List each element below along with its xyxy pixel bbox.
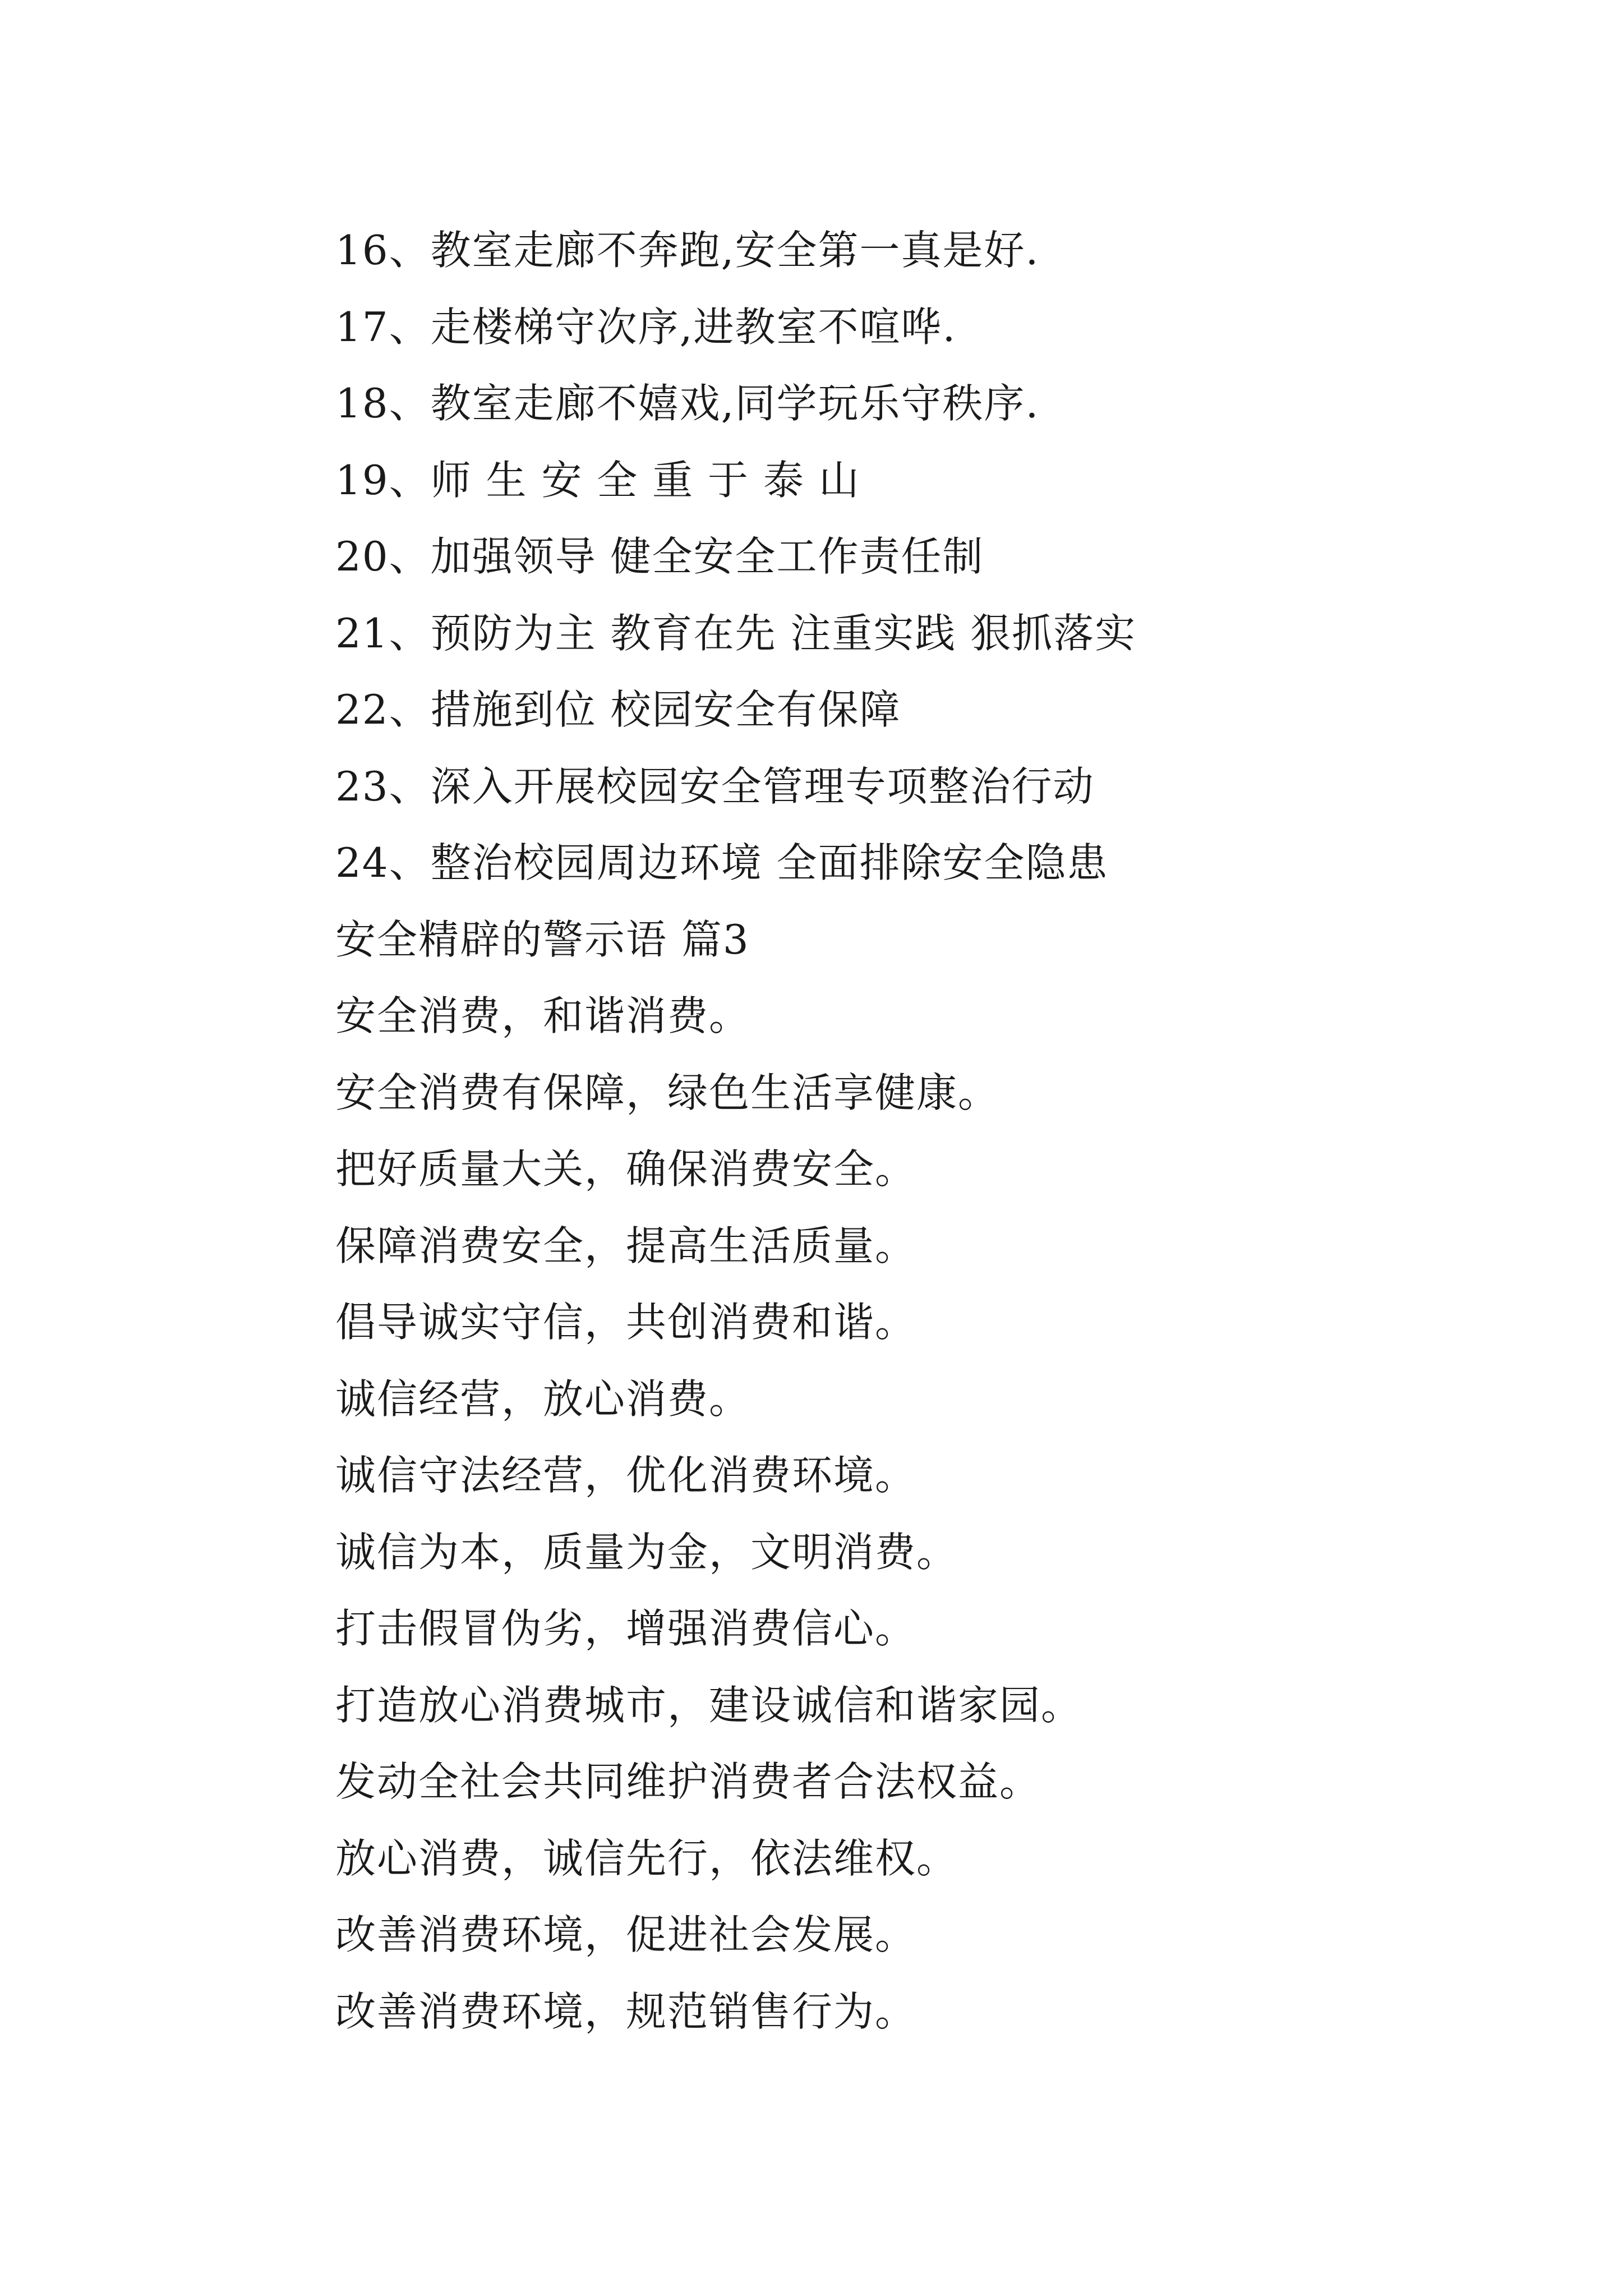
slogan-line: 倡导诚实守信，共创消费和谐。: [335, 1299, 917, 1346]
numbered-item-17: 17、走楼梯守次序,进教室不喧哗.: [335, 303, 957, 351]
numbered-item-18: 18、教室走廊不嬉戏,同学玩乐守秩序.: [335, 380, 1040, 427]
slogan-line: 打击假冒伪劣，增强消费信心。: [335, 1605, 917, 1652]
numbered-item-22: 22、措施到位 校园安全有保障: [335, 686, 901, 733]
slogan-line: 诚信经营，放心消费。: [335, 1375, 751, 1423]
slogan-line: 打造放心消费城市，建设诚信和谐家园。: [335, 1681, 1083, 1729]
slogan-line: 安全消费，和谐消费。: [335, 992, 751, 1039]
numbered-item-19: 19、师 生 安 全 重 于 泰 山: [335, 456, 860, 504]
document-body: [335, 212, 1457, 2050]
slogan-line: 发动全社会共同维护消费者合法权益。: [335, 1758, 1041, 1805]
section-heading: 安全精辟的警示语 篇3: [335, 915, 750, 963]
slogan-line: 诚信守法经营，优化消费环境。: [335, 1452, 917, 1499]
numbered-item-24: 24、整治校园周边环境 全面排除安全隐患: [335, 839, 1109, 886]
numbered-item-16: 16、教室走廊不奔跑,安全第一真是好.: [335, 227, 1040, 274]
slogan-line: 改善消费环境，规范销售行为。: [335, 1987, 917, 2035]
numbered-item-23: 23、深入开展校园安全管理专项整治行动: [335, 762, 1095, 810]
slogan-line: 放心消费，诚信先行，依法维权。: [335, 1834, 958, 1882]
slogan-line: 把好质量大关，确保消费安全。: [335, 1145, 917, 1193]
numbered-item-20: 20、加强领导 健全安全工作责任制: [335, 533, 984, 580]
numbered-item-21: 21、预防为主 教育在先 注重实践 狠抓落实: [335, 609, 1137, 657]
slogan-line: 保障消费安全，提高生活质量。: [335, 1222, 917, 1269]
slogan-line: 诚信为本，质量为金，文明消费。: [335, 1528, 958, 1576]
slogan-line: 安全消费有保障，绿色生活享健康。: [335, 1069, 1000, 1116]
slogan-line: 改善消费环境，促进社会发展。: [335, 1911, 917, 1958]
